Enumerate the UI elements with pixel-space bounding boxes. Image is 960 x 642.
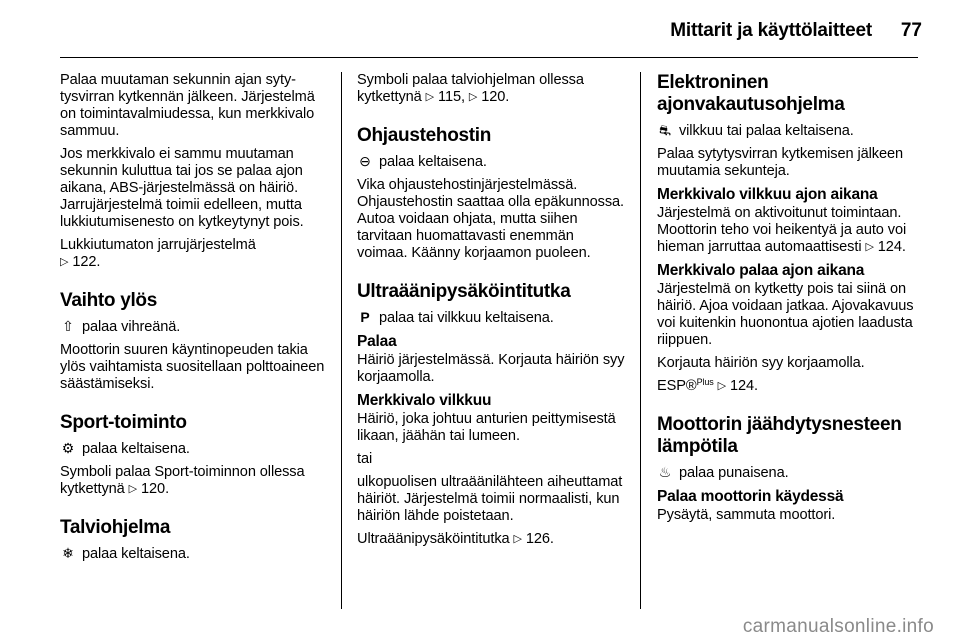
esp-paragraph: Palaa sytytysvirran kytkemisen jälkeen muutamia sekunteja. — [657, 146, 904, 179]
tai-text: tai — [357, 451, 373, 467]
heading-vaihto-ylos: Vaihto ylös — [60, 290, 158, 311]
ultra-icon-line — [357, 309, 625, 327]
subheading-palaa-moottorin-kaydessa: Palaa moottorin käydessä — [657, 488, 844, 505]
arrow-reference-icon: ▷ — [717, 380, 727, 392]
page-number: 77 — [900, 20, 922, 41]
vaihto-paragraph: Moottorin suuren käyntinopeuden takia ylös vaihtamista suositellaan polttoaineen säästämiseksi. — [60, 342, 325, 392]
ulko-paragraph: ulkopuolisen ultraäänilähteen aiheuttamat häiriöt. Järjestelmä toimii normaalisti, kun häiriön lähde poistetaan. — [357, 474, 623, 524]
korjauta-paragraph: Korjauta häiriön syy korjaamolla. — [657, 355, 865, 371]
abs-reference — [60, 237, 328, 271]
esp-icon-text: vilkkuu tai palaa keltaisena. — [678, 123, 854, 139]
vilkkuu-ajon-text: Järjestelmä on aktivoitunut toimintaan. Moottorin teho voi heikentyä ja auto voi hieman jarruttaa automaattisesti — [657, 205, 907, 255]
jaahdytys-icon-text: palaa punaisena. — [678, 465, 789, 481]
vaihto-icon-text: palaa vihreänä. — [81, 319, 181, 335]
arrow-reference-icon: ▷ — [425, 91, 435, 103]
header-divider — [60, 57, 918, 58]
column-2 — [357, 72, 625, 554]
sport-text: Symboli palaa Sport-toiminnon ollessa kytkettynä — [60, 464, 305, 497]
talvi-icon-line — [60, 545, 328, 563]
ohjaus-paragraph: Vika ohjaustehostinjärjestelmässä. Ohjaustehostin saattaa olla epäkunnossa. Autoa voidaan ohjata, mutta siihen tarvitaan huomattavasti enemmän voimaa. Käänny korjaamon puoleen. — [357, 177, 624, 261]
sport-mode-icon: ⚙ — [61, 440, 75, 456]
ultra-reference — [357, 531, 625, 548]
watermark: carmanualsonline.info — [742, 616, 934, 637]
abs-paragraph-2: Jos merkkivalo ei sammu muutaman sekunnin kuluttua tai jos se palaa ajon aikana, ABS-järjestelmässä on häiriö. Jarrujärjestelmä toimii edelleen, mutta lukkiutumisenesto on kytkeytynyt pois. — [60, 146, 304, 230]
column-3 — [657, 72, 925, 530]
jaahdytys-icon-line — [657, 464, 925, 482]
ohjaus-icon-text: palaa keltaisena. — [378, 154, 487, 170]
subheading-merkkivalo-vilkkuu: Merkkivalo vilkkuu — [357, 392, 492, 409]
kaydessa-paragraph: Pysäytä, sammuta moottori. — [657, 507, 836, 523]
vaihto-icon-line — [60, 318, 328, 336]
vilkkuu-ajon-paragraph — [657, 205, 925, 256]
winter-snowflake-icon: ❄ — [62, 545, 74, 561]
abs-reference-page[interactable]: 122. — [72, 254, 101, 270]
heading-jaahdytysneste: Moottorin jäähdytysnesteen lämpötila — [657, 414, 902, 457]
upshift-arrow-icon: ⇧ — [62, 318, 74, 334]
column-divider-2 — [640, 72, 641, 609]
esp-plus-reference — [657, 378, 925, 395]
ultra-icon-text: palaa tai vilkkuu keltaisena. — [378, 310, 554, 326]
abs-reference-text: Lukkiutumaton jarrujärjestelmä — [60, 237, 256, 253]
palaa-ajon-paragraph: Järjestelmä on kytketty pois tai siinä on häiriö. Ajoa voidaan jatkaa. Ajovakavuus voi kuitenkin huonontua ajotien laadusta riippuen. — [657, 281, 914, 348]
heading-esp: Elektroninen ajonvakautusohjelma — [657, 72, 845, 115]
talvi-paragraph — [357, 72, 625, 106]
vilkkuu-paragraph: Häiriö, joka johtuu anturien peittymisestä likaan, jäähän tai lumeen. — [357, 411, 616, 444]
vilkkuu-ajon-reference-page[interactable]: 124. — [877, 239, 906, 255]
steering-wheel-icon: ⊖ — [359, 153, 371, 169]
heading-ultraaanipysakointitutka: Ultraäänipysäköintitutka — [357, 281, 571, 302]
sport-icon-line — [60, 440, 328, 458]
heading-talviohjelma: Talviohjelma — [60, 517, 171, 538]
column-divider-1 — [341, 72, 342, 609]
coolant-temperature-icon: ♨ — [658, 464, 672, 480]
arrow-reference-icon: ▷ — [865, 241, 874, 253]
subheading-palaa: Palaa — [357, 333, 397, 350]
parking-sensor-icon: P — [360, 309, 370, 325]
column-1 — [60, 72, 328, 569]
subheading-vilkkuu-ajon-aikana: Merkkivalo vilkkuu ajon aikana — [657, 186, 878, 203]
abs-paragraph-1: Palaa muutaman sekunnin ajan sytytysvirran kytkennän jälkeen. Järjestelmä on toimintavalmiudessa, kun merkkivalo sammuu. — [60, 72, 315, 139]
esp-icon-line — [657, 122, 925, 140]
palaa-paragraph: Häiriö järjestelmässä. Korjauta häiriön syy korjaamolla. — [357, 352, 625, 385]
sport-icon-text: palaa keltaisena. — [81, 441, 190, 457]
arrow-reference-icon: ▷ — [128, 483, 138, 495]
esp-skid-icon: ⛐ — [659, 122, 671, 138]
arrow-reference-icon: ▷ — [60, 256, 69, 268]
heading-sport-toiminto: Sport-toiminto — [60, 412, 187, 433]
heading-ohjaustehostin: Ohjaustehostin — [357, 125, 492, 146]
esp-plus-reference-page[interactable]: 124. — [729, 378, 758, 394]
talvi-text: Symboli palaa talviohjelman ollessa kytkettynä — [357, 72, 584, 105]
esp-plus-text: ESP® — [657, 378, 697, 394]
subheading-palaa-ajon-aikana: Merkkivalo palaa ajon aikana — [657, 262, 865, 279]
arrow-reference-icon: ▷ — [513, 533, 522, 545]
ultra-reference-page[interactable]: 126. — [525, 531, 554, 547]
esp-plus-superscript: Plus — [696, 377, 714, 387]
talvi-reference-page-1[interactable]: 115, — [438, 89, 465, 105]
ultra-reference-text: Ultraäänipysäköintitutka — [357, 531, 510, 547]
sport-paragraph — [60, 464, 328, 498]
arrow-reference-icon: ▷ — [468, 91, 478, 103]
section-title: Mittarit ja käyttölaitteet — [670, 20, 872, 41]
sport-reference-page[interactable]: 120. — [141, 481, 170, 497]
ohjaus-icon-line — [357, 153, 625, 171]
talvi-icon-text: palaa keltaisena. — [81, 546, 190, 562]
talvi-reference-page-2[interactable]: 120. — [481, 89, 510, 105]
